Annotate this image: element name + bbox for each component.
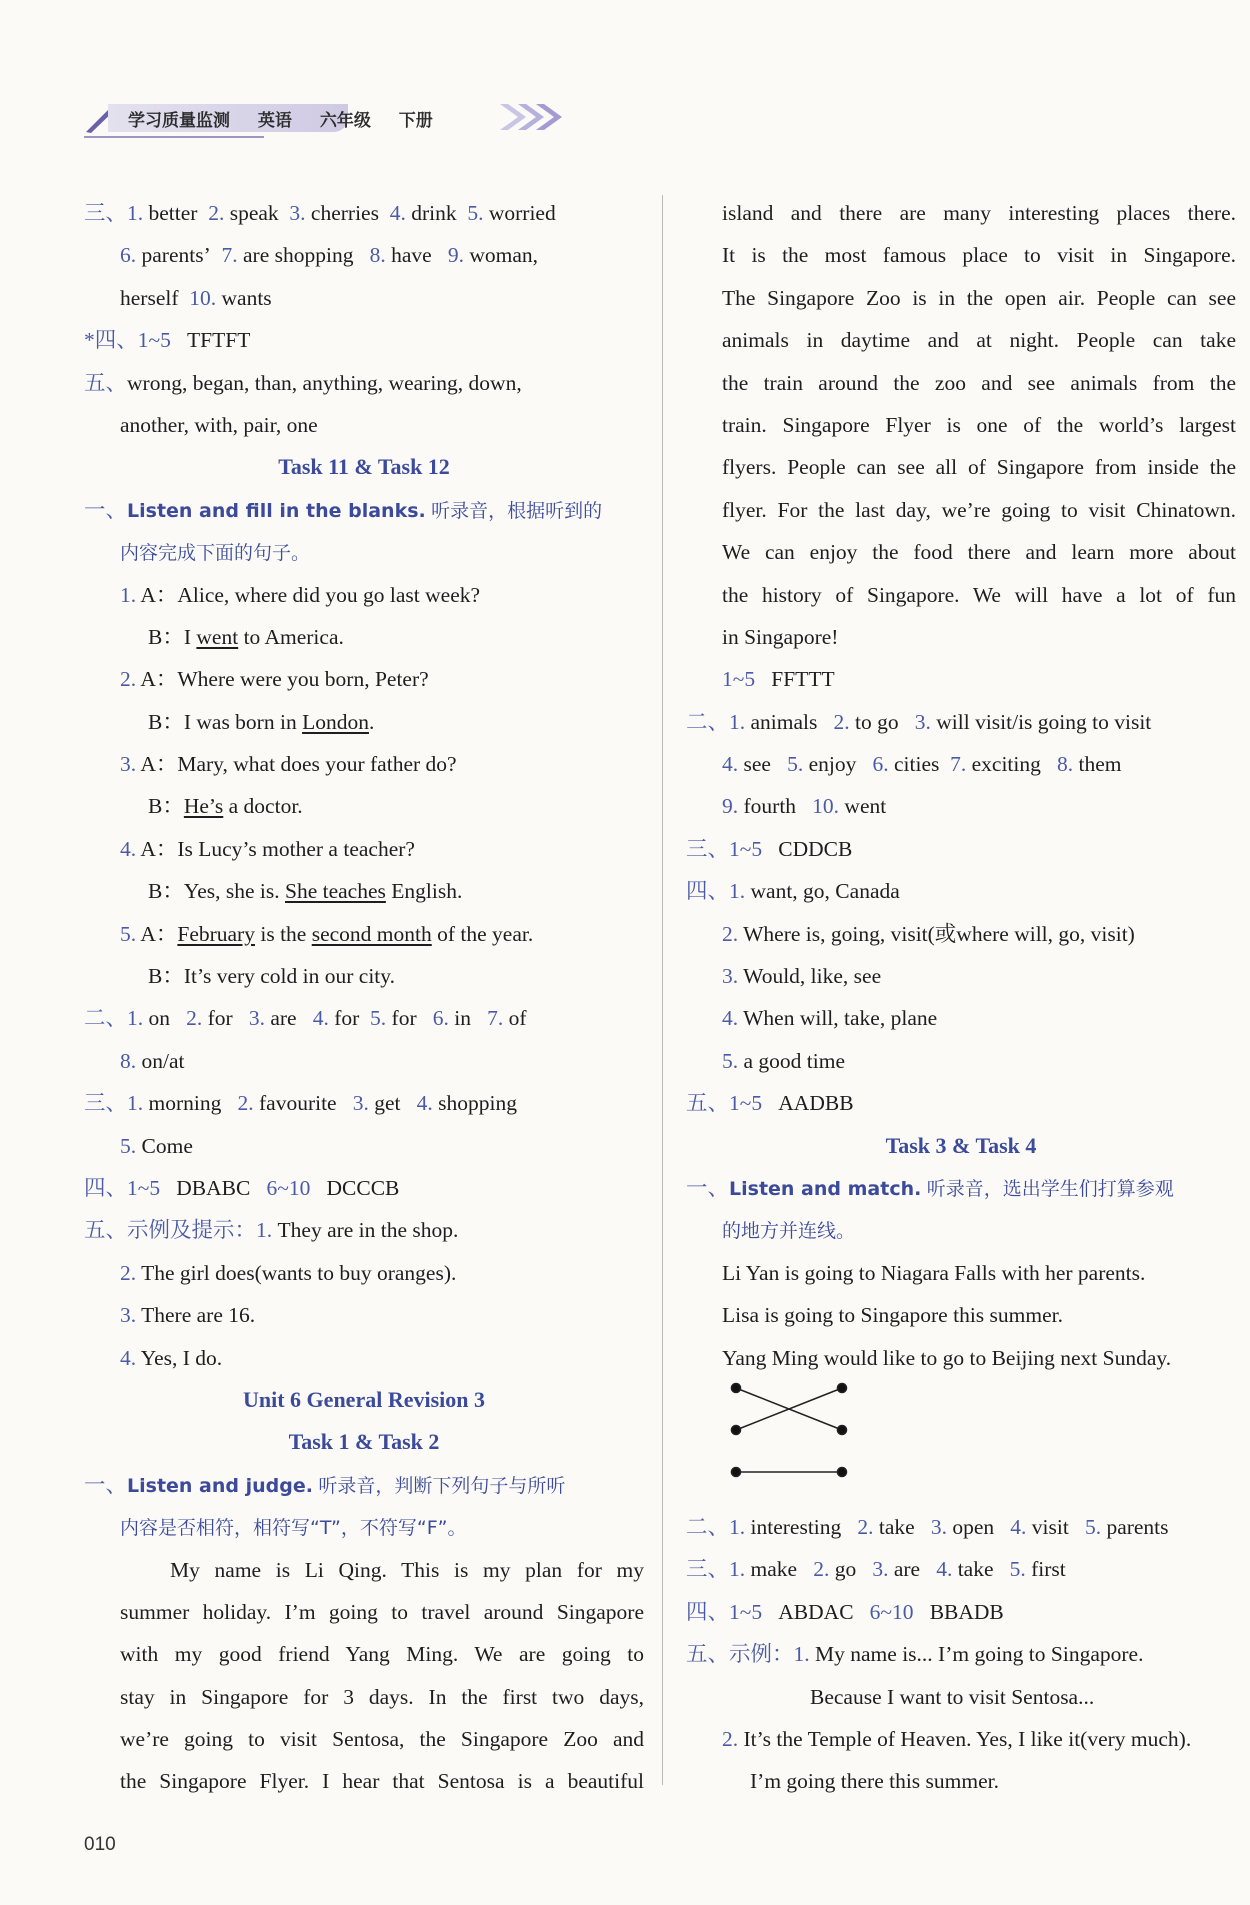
- q1-answers: 1~5 FFTTT: [722, 667, 835, 692]
- task-1-2-title: Task 1 & Task 2: [288, 1429, 440, 1455]
- task-11-12-title: Task 11 & Task 12: [278, 454, 450, 480]
- q4-item-3: 3. Would, like, see: [722, 964, 882, 989]
- passage-line: animals in daytime and at night. People can take: [722, 328, 1236, 353]
- part-1-instruction: 一、Listen and fill in the blanks. 听录音，根据听到的: [84, 497, 603, 522]
- section-3-line-1: 三、1. better 2. speak 3. cherries 4. drink 5. worried: [84, 201, 556, 225]
- t2-line: 二、1. interesting 2. take 3. open 4. visit 5. parents: [686, 1514, 1169, 1539]
- passage-line: stay in Singapore for 3 days. In the first two days,: [120, 1684, 644, 1709]
- part-5-item-3: 3. There are 16.: [120, 1303, 256, 1328]
- q4-item-2: 2. Where is, going, visit(或where will, go, visit): [722, 921, 1135, 946]
- passage-line: in Singapore!: [722, 624, 839, 649]
- dialogue-1-b: B：I went to America.: [148, 624, 344, 649]
- t5-line-3: 2. It’s the Temple of Heaven. Yes, I like it(very much).: [722, 1726, 1192, 1751]
- header-subject: 英语: [257, 111, 292, 131]
- part-3-line-1: 三、1. morning 2. favourite 3. get 4. shopping: [84, 1091, 517, 1116]
- passage-line: we’re going to visit Sentosa, the Singapore Zoo and: [120, 1727, 644, 1752]
- section-5-line-1: 五、wrong, began, than, anything, wearing, down,: [84, 370, 522, 395]
- q4-item-5: 5. a good time: [722, 1048, 846, 1073]
- dialogue-1-a: 1. A：Alice, where did you go last week?: [120, 582, 481, 607]
- part-1-instruction-cont: 内容完成下面的句子。: [120, 542, 311, 565]
- unit-6-title: Unit 6 General Revision 3: [243, 1386, 485, 1412]
- section-4-answers: *四、1~5 TFTFT: [84, 328, 251, 353]
- header-volume: 下册: [398, 111, 433, 131]
- right-column: [686, 192, 1236, 1803]
- passage-line: We can enjoy the food there and learn more about: [722, 540, 1236, 565]
- part-2-line-2: 8. on/at: [120, 1048, 185, 1073]
- dialogue-4-a: 4. A：Is Lucy’s mother a teacher?: [120, 836, 415, 861]
- passage-line: with my good friend Yang Ming. We are going to: [120, 1642, 644, 1667]
- passage-line: My name is Li Qing. This is my plan for my: [170, 1557, 644, 1582]
- t5-line-2: Because I want to visit Sentosa...: [810, 1684, 1095, 1709]
- part-4-answers: 四、1~5 DBABC 6~10 DCCCB: [84, 1175, 400, 1200]
- task-3-4-title: Task 3 & Task 4: [885, 1132, 1037, 1158]
- page-number: 010: [84, 1834, 116, 1855]
- t1-sentence: Yang Ming would like to go to Beijing next Sunday.: [722, 1345, 1172, 1370]
- section-5-line-2: another, with, pair, one: [120, 412, 318, 437]
- dialogue-4-b: B：Yes, she is. She teaches English.: [148, 879, 463, 904]
- q2-line-3: 9. fourth 10. went: [722, 794, 887, 819]
- q2-line-1: 二、1. animals 2. to go 3. will visit/is going to visit: [686, 709, 1152, 734]
- t5-line-1: 五、示例：1. My name is... I’m going to Singapore.: [686, 1642, 1144, 1667]
- match-lines-diagram: [730, 1380, 850, 1480]
- q1-instruction: 一、Listen and judge. 听录音，判断下列句子与所听: [84, 1472, 566, 1497]
- passage-line: The Singapore Zoo is in the open air. People can see: [722, 285, 1236, 310]
- dialogue-5-b: B：It’s very cold in our city.: [148, 964, 396, 989]
- section-3-line-2: 6. parents’ 7. are shopping 8. have 9. woman,: [120, 243, 538, 268]
- left-column: [84, 192, 644, 1803]
- part-5-item-2: 2. The girl does(wants to buy oranges).: [120, 1260, 457, 1285]
- header-rule: [84, 136, 264, 138]
- q1-instruction-cont: 内容是否相符，相符写“T”，不符写“F”。: [120, 1517, 467, 1540]
- q4-item-1: 四、1. want, go, Canada: [686, 879, 900, 904]
- t3-line: 三、1. make 2. go 3. are 4. take 5. first: [686, 1557, 1066, 1582]
- part-5-item-1: 五、示例及提示：1. They are in the shop.: [84, 1218, 459, 1243]
- part-5-item-4: 4. Yes, I do.: [120, 1345, 223, 1370]
- part-3-line-2: 5. Come: [120, 1133, 193, 1158]
- t1-instruction-cont: 的地方并连线。: [722, 1220, 856, 1243]
- passage-line: flyers. People can see all of Singapore from inside the: [722, 455, 1236, 480]
- passage-line: summer holiday. I’m going to travel around Singapore: [120, 1599, 644, 1624]
- passage-line: train. Singapore Flyer is one of the world’s largest: [722, 412, 1236, 437]
- page-header: [84, 96, 584, 138]
- q5-answers: 五、1~5 AADBB: [686, 1091, 854, 1116]
- q2-line-2: 4. see 5. enjoy 6. cities 7. exciting 8. them: [722, 752, 1122, 777]
- dialogue-3-b: B：He’s a doctor.: [148, 794, 303, 819]
- part-2-line-1: 二、1. on 2. for 3. are 4. for 5. for 6. in 7. of: [84, 1006, 527, 1031]
- passage-line: the train around the zoo and see animals from the: [722, 370, 1236, 395]
- header-text: [128, 106, 455, 131]
- header-series: 学习质量监测: [128, 111, 230, 131]
- passage-line: the Singapore Flyer. I hear that Sentosa is a beautiful: [120, 1769, 644, 1794]
- t4-answers: 四、1~5 ABDAC 6~10 BBADB: [686, 1599, 1004, 1624]
- column-divider: [662, 195, 663, 1785]
- t1-sentence: Li Yan is going to Niagara Falls with her parents.: [722, 1260, 1146, 1285]
- passage-line: flyer. For the last day, we’re going to visit Chinatown.: [722, 497, 1236, 522]
- passage-line: island and there are many interesting places there.: [722, 201, 1236, 225]
- dialogue-5-a: 5. A：February is the second month of the year.: [120, 921, 534, 946]
- q3-answers: 三、1~5 CDDCB: [686, 836, 853, 861]
- section-3-line-3: herself 10. wants: [120, 285, 272, 310]
- q4-item-4: 4. When will, take, plane: [722, 1006, 938, 1031]
- chevron-arrows-icon: [496, 100, 566, 134]
- passage-line: the history of Singapore. We will have a lot of fun: [722, 582, 1236, 607]
- header-grade: 六年级: [319, 111, 371, 131]
- dialogue-2-a: 2. A：Where were you born, Peter?: [120, 667, 429, 692]
- dialogue-3-a: 3. A：Mary, what does your father do?: [120, 752, 457, 777]
- t1-sentence: Lisa is going to Singapore this summer.: [722, 1303, 1063, 1328]
- passage-line: It is the most famous place to visit in Singapore.: [722, 243, 1236, 268]
- dialogue-2-b: B：I was born in London.: [148, 709, 375, 734]
- t1-instruction: 一、Listen and match. 听录音，选出学生们打算参观: [686, 1175, 1174, 1200]
- t5-line-4: I’m going there this summer.: [750, 1769, 1000, 1794]
